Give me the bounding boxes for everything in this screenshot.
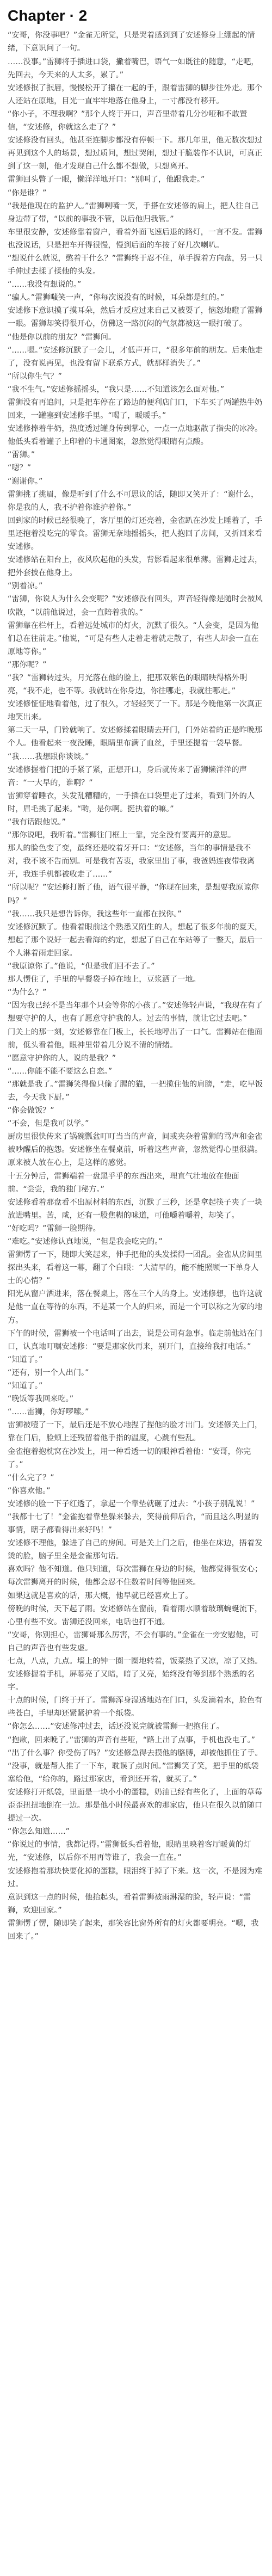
story-paragraph: 安述修没有回头，他甚至连脚步都没有停顿一下。那几年里，他无数次想过再见到这个人的场景，想过质问，想过哭闹，想过干脆装作不认识，可真正到了这一刻，他才发现自己什么都不想做，只想离开。 (8, 136, 263, 171)
story-paragraph: “……嗯。”安述修沉默了一会儿，才低声开口，“很多年前的朋友。后来他走了，没有说再见，也没有留下联系方式，就那样消失了。” (8, 346, 263, 368)
story-paragraph: “谢谢你。” (8, 477, 43, 486)
story-paragraph: “知道了。” (8, 1382, 43, 1391)
story-paragraph: 那人的脸色变了变，最终还是咬着牙开口：“安述修，当年的事情是我不对，我不该不告而别。可是我有苦衷，我家里出了事，我爸妈连夜带我离开，我连手机都被收走了……” (8, 844, 255, 879)
story-paragraph: 雷狮被噎了一下，最后还是不放心地捏了捏他的脸才出门。安述修关上门，靠在门后，脸颊上还残留着他手指的温度，心跳有些乱。 (8, 1421, 263, 1443)
story-paragraph: 门关上的那一刻，安述修靠在门板上，长长地呼出了一口气。雷狮站在他面前，低头看着他，眼神里带着几分说不清的情绪。 (8, 1027, 263, 1050)
story-paragraph: “我……我想跟你谈谈。” (8, 752, 89, 761)
story-paragraph: 如果这就是喜欢的话，那大概，他早就已经喜欢上了。 (8, 1591, 193, 1600)
story-paragraph: 十五分钟后，雷狮端着一盘黑乎乎的东西出来，理直气壮地放在他面前。“尝尝，我的独门秘方。” (8, 1172, 239, 1194)
story-paragraph: 安述修的脸一下子红透了，拿起一个靠垫就砸了过去：“小孩子别乱说！” (8, 1499, 255, 1508)
story-paragraph: 第二天一早，门铃就响了。安述修揉着眼睛去开门，门外站着的正是昨晚那个人。他看起来一夜没睡，眼睛里布满了血丝，手里还提着一袋早餐。 (8, 726, 263, 748)
story-paragraph: “因为我已经不是当年那个只会等你的小孩了。”安述修轻声说，“我现在有了想要守护的人，也有了愿意守护我的人。过去的事情，就让它过去吧。” (8, 1001, 263, 1024)
story-paragraph: “想说什么就说，憋着干什么？”雷狮终于忍不住，单手握着方向盘，另一只手伸过去揉了揉他的头发。 (8, 254, 263, 276)
story-paragraph: 雷狮靠在栏杆上，看着远处城市的灯火，沉默了很久。“人会变，是因为他们总在往前走。”他说，“可是有些人走着走着就走散了，有些人却会一直在原地等你。” (8, 621, 259, 656)
story-body (8, 29, 263, 1943)
story-paragraph: “那就是我了。”雷狮笑得像只偷了腥的猫，一把揽住他的肩膀，“走，吃早饭去，今天我下厨。” (8, 1080, 263, 1102)
story-paragraph: “为什么？” (8, 988, 47, 997)
story-paragraph: “好吃吗？”雷狮一脸期待。 (8, 1224, 101, 1233)
story-paragraph: 安述修站在阳台上，夜风吹起他的头发，背影看起来很单薄。雷狮走过去，把外套披在他身上。 (8, 556, 263, 578)
story-paragraph: “……我没有想说的。” (8, 280, 82, 289)
story-paragraph: 金雀抱着抱枕窝在沙发上，用一种看透一切的眼神看着他：“安哥，你完了。” (8, 1447, 251, 1469)
story-paragraph: 安述修下意识摸了摸耳朵，然后才反应过来自己又被耍了，恼怒地瞪了雷狮一眼。雷狮却笑得很开心，仿佛这一路沉闷的气氛都被这一眼打破了。 (8, 306, 263, 329)
story-paragraph: “安哥，你别担心，雷狮哥那么厉害，不会有事的。”金雀在一旁安慰他，可自己的声音也有些发虚。 (8, 1630, 259, 1653)
story-paragraph: 阳光从窗户洒进来，落在餐桌上，落在三个人的身上。安述修想，也许这就是他一直在等待的东西，不是某一个人的归来，而是一个可以称之为家的地方。 (8, 1290, 263, 1325)
story-paragraph: 安述修抱着那块快要化掉的蛋糕，眼泪终于掉了下来。这一次，不是因为难过。 (8, 1866, 263, 1889)
story-paragraph: 雷狮挑了挑眉，像是听到了什么不可思议的话，随即又笑开了：“谢什么，你是我的人，我不护着你谁护着你。” (8, 490, 259, 512)
story-paragraph: “他是你以前的朋友？”雷狮问。 (8, 332, 116, 342)
story-paragraph: 雷狮没有再追问，只是把车停在了路边的便利店门口，下车买了两罐热牛奶回来，一罐塞到安述修手里。“喝了，暖暖手。” (8, 398, 263, 421)
story-paragraph: “你说过的事情，我都记得。”雷狮低头看着他，眼睛里映着客厅暖黄的灯光，“安述修，以后你不用再等谁了，我会一直在。” (8, 1840, 251, 1863)
story-paragraph: “我都十七了！”金雀抱着靠垫躲来躲去，笑得前仰后合，“而且这么明显的事情，瞎子都看得出来好吗！” (8, 1512, 259, 1535)
story-paragraph: “你会做饭？” (8, 1106, 54, 1116)
story-paragraph: “什么完了？” (8, 1473, 54, 1482)
story-paragraph: 雷狮愣了一下，随即大笑起来，伸手把他的头发揉得一团乱。金雀从房间里探出头来，看着这一幕，翻了个白眼：“大清早的，能不能照顾一下单身人士的心情？” (8, 1250, 263, 1286)
story-paragraph: 安述修看着那盘看不出原材料的东西，沉默了三秒，还是拿起筷子夹了一块放进嘴里。苦，咸，还有一股焦糊的味道，可他嚼着嚼着，却笑了。 (8, 1198, 263, 1220)
story-paragraph: “我是他现在的监护人。”雷狮咧嘴一笑，手搭在安述修的肩上，把人往自己身边带了带，“以前的事我不管，以后他归我管。” (8, 201, 259, 224)
story-paragraph: “你是谁？” (8, 188, 47, 198)
story-paragraph: “所以你生气？” (8, 372, 62, 381)
story-paragraph: “那你呢？” (8, 660, 47, 669)
story-paragraph: “我有话跟他说。” (8, 818, 66, 827)
story-paragraph: 安述修不理他，躲进了自己的房间。可是关上门之后，他坐在床边，捂着发烫的脸，脑子里全是金雀那句话。 (8, 1539, 263, 1561)
story-paragraph: 十点的时候，门终于开了。雷狮浑身湿透地站在门口，头发滴着水，脸色有些苍白，手里却还紧紧护着一个纸袋。 (8, 1696, 263, 1718)
story-paragraph: “我原谅你了。”他说，“但是我们回不去了。” (8, 962, 155, 971)
story-paragraph: “……雷狮，你好啰嗦。” (8, 1408, 89, 1417)
story-paragraph: “骗人。”雷狮嗤笑一声，“你每次说没有的时候，耳朵都是红的。” (8, 293, 225, 303)
story-paragraph: 车里很安静，安述修靠着窗户，看着外面飞速后退的路灯，一言不发。雷狮也没说话，只是把车开得很慢，慢到后面的车按了好几次喇叭。 (8, 227, 263, 250)
story-paragraph: “抱歉，回来晚了。”雷狮的声音有些哑，“路上出了点事，手机也没电了。” (8, 1735, 256, 1745)
story-paragraph: 安述修打开纸袋，里面是一块小小的蛋糕，奶油已经有些化了，上面的草莓歪歪扭扭地倒在一边。那是他小时候最喜欢的那家店，他只在很久以前随口提过一次。 (8, 1788, 263, 1823)
story-paragraph: “雷狮，你说人为什么会变呢？”安述修没有回头，声音轻得像是随时会被风吹散，“以前他说过，会一直陪着我的。” (8, 595, 263, 617)
chapter-title: Chapter · 2 (8, 7, 88, 24)
story-paragraph: 回到家的时候已经很晚了，客厅里的灯还亮着，金雀趴在沙发上睡着了，手里还抱着没吃完的零食。雷狮无奈地摇摇头，把人抱回了房间，又折回来看安述修。 (8, 516, 263, 552)
story-paragraph: 七点，八点，九点。墙上的钟一圈一圈地转着，饭菜热了又凉，凉了又热。安述修握着手机，屏幕亮了又暗，暗了又亮，始终没有等到那个熟悉的名字。 (8, 1657, 263, 1692)
story-paragraph: “知道了。” (8, 1355, 43, 1364)
story-paragraph: “难吃。”安述修认真地说，“但是我会吃完的。” (8, 1237, 163, 1247)
story-paragraph: 安述修沉默了。他看着眼前这个熟悉又陌生的人，想起了很多年前的夏天，想起了那个说好一起去看海的约定，想起了自己在车站等了一整天，最后一个人淋着雨走回家。 (8, 922, 263, 958)
story-paragraph: 原来被人放在心上，是这样的感觉。 (8, 1158, 132, 1168)
story-paragraph: “还有，别一个人出门。” (8, 1368, 89, 1377)
story-paragraph: 安述修抿了抿唇，慢慢松开了攥在一起的手，跟着雷狮的脚步往外走。那个人还站在原地，目光一直牢牢地落在他身上，一寸都没有移开。 (8, 83, 263, 106)
story-paragraph: 雷狮愣了愣，随即笑了起来，那笑容比窗外所有的灯火都要明亮。“嗯，我回来了。” (8, 1919, 259, 1941)
story-paragraph: “没事，就是帮人推了一下车，耽误了点时间。”雷狮笑了笑，把手里的纸袋塞给他，“给你的，路过那家店，看到还开着，就买了。” (8, 1761, 259, 1784)
story-paragraph: ……没事。”雷狮将手插进口袋，撇着嘴巴，语气一如既往的随意，“走吧，先回去，今天来的人太多，累了。” (8, 57, 259, 79)
story-paragraph: “晚饭等我回来吃。” (8, 1395, 74, 1404)
story-paragraph: 厨房里很快传来了锅碗瓢盆叮叮当当的声音，间或夹杂着雷狮的骂声和金雀被吵醒后的抱怨。安述修坐在餐桌前，听着这些声音，忽然觉得心里很满。 (8, 1132, 263, 1155)
story-paragraph: “愿意守护你的人，说的是我？” (8, 1053, 116, 1063)
story-paragraph: 安述修捧着牛奶，热度透过罐身传到掌心，一点一点地驱散了指尖的冰冷。他低头看着罐子上印着的卡通图案，忽然觉得眼睛有点酸。 (8, 424, 263, 447)
story-paragraph: 雷狮回头瞥了一眼，懒洋洋地开口：“别叫了，他跟我走。” (8, 175, 205, 184)
story-paragraph: 那人愣住了，手里的早餐袋子掉在地上，豆浆洒了一地。 (8, 975, 201, 984)
story-paragraph: “那你说吧，我听着。”雷狮往门框上一靠，完全没有要离开的意思。 (8, 831, 236, 840)
story-paragraph: “你喜欢他。” (8, 1486, 51, 1495)
story-paragraph: “不会，但是我可以学。” (8, 1119, 89, 1129)
story-paragraph: 下午的时候，雷狮被一个电话叫了出去，说是公司有急事。临走前他站在门口，认真地叮嘱安述修：“要是那家伙再来，别开门，直接给我打电话。” (8, 1329, 263, 1351)
story-paragraph: “你怎么知道……” (8, 1827, 70, 1837)
story-paragraph: “安哥，你没事吧？”金雀无所觉，只是哭着感到到了安述修身上绷起的情绪，下意识问了一句。 (8, 31, 255, 53)
story-paragraph: 安述修握着门把的手紧了紧，正想开口，身后就传来了雷狮懒洋洋的声音：“一大早的，谁啊？” (8, 765, 247, 787)
story-paragraph: “出了什么事？你受伤了吗？”安述修急得去摸他的胳膊，却被他抓住了手。 (8, 1748, 263, 1758)
story-paragraph: “你小子，不理我啊？”那个人终于开口，声音里带着几分沙哑和不敢置信，“安述修，你就这么走了？” (8, 109, 248, 132)
story-paragraph: “所以呢？”安述修打断了他，语气很平静，“你现在回来，是想要我原谅你吗？” (8, 883, 259, 905)
story-paragraph: 意识到这一点的时候，他抬起头，看着雷狮被雨淋湿的脸，轻声说：“雷狮，欢迎回家。” (8, 1893, 251, 1915)
story-paragraph: 雷狮穿着睡衣，头发乱糟糟的，一手插在口袋里走了过来，看到门外的人时，眉毛挑了起来。“哟，是你啊。挺执着的嘛。” (8, 791, 255, 814)
story-paragraph: “……你能不能不要这么自恋。” (8, 1067, 113, 1076)
story-paragraph: 傍晚的时候，天下起了雨。安述修站在窗前，看着雨水顺着玻璃蜿蜒流下，心里有些不安。雷狮还没回来，电话也打不通。 (8, 1604, 263, 1626)
story-paragraph: “我……我只是想告诉你，我这些年一直都在找你。” (8, 909, 182, 919)
story-paragraph: “你怎么……”安述修冲过去，话还没说完就被雷狮一把抱住了。 (8, 1722, 224, 1731)
story-paragraph: “我不生气。”安述修摇摇头，“我只是……不知道该怎么面对他。” (8, 385, 225, 394)
story-paragraph: “我？”雷狮转过头，月光落在他的脸上，把那双紫色的眼睛映得格外明亮，“我不走，也不等。我就站在你身边，你往哪走，我就往哪走。” (8, 673, 248, 696)
story-paragraph: 喜欢吗？他不知道。他只知道，每次雷狮在身边的时候，他都觉得很安心；每次雷狮离开的时候，他都会忍不住数着时间等他回来。 (8, 1565, 263, 1587)
story-paragraph: “嗯？” (8, 464, 32, 473)
story-paragraph: “雷狮。” (8, 451, 35, 460)
story-paragraph: “别着凉。” (8, 582, 43, 591)
story-paragraph: 安述修怔怔地看着他，过了很久，才轻轻笑了一下。那是今晚他第一次真正地笑出来。 (8, 700, 263, 722)
